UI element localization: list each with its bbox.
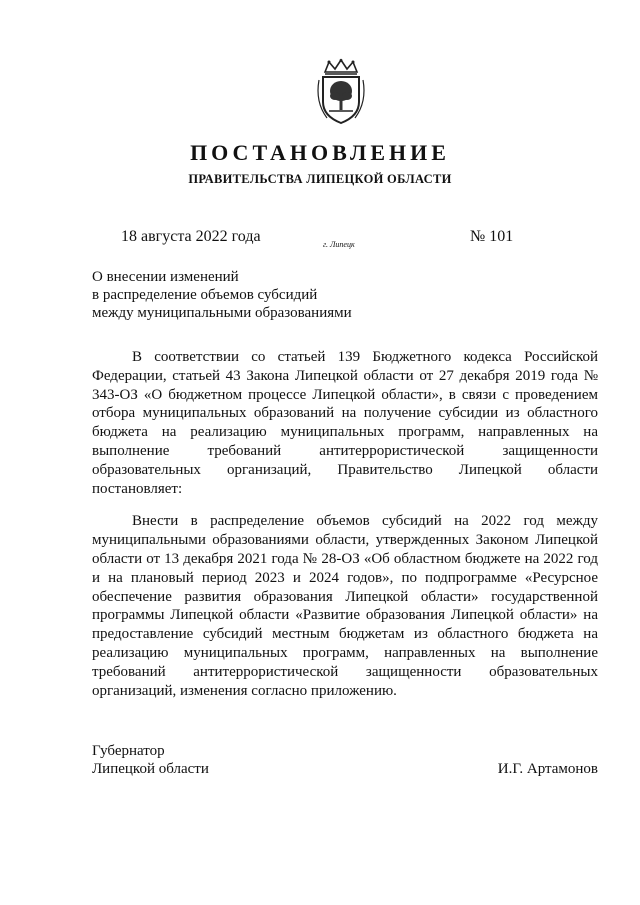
document-title: ПОСТАНОВЛЕНИЕ xyxy=(190,140,450,165)
signer-position: Липецкой области xyxy=(92,761,209,777)
body-paragraph: Внести в распределение объемов субсидий на 2022 год между муниципальными образованиями области, утвержденных Законом Липецкой области от 13 декабря 2021 года № 28-ОЗ «Об областном бюджете на 2022 год и на плановый период 2023 и 2024 годов», по подпрограмме «Ресурсное обеспечение развития образования Липецкой области» государственной программы Липецкой области «Развитие образования Липецкой области» на предоставление субсидий местным бюджетам из областного бюджета на реализацию муниципальных программ, направленных на выполнение требований антитеррористической защищенности образовательных организаций, изменения согласно приложению. xyxy=(92,513,598,699)
signer-position: Губернатор xyxy=(92,743,165,759)
document-body xyxy=(92,348,598,714)
body-paragraph: В соответствии со статьей 139 Бюджетного кодекса Российской Федерации, статьей 43 Закона Липецкой области от 27 декабря 2019 года № 343-ОЗ «О бюджетном процессе Липецкой области», в связи с проведением отбора муниципальных образований на получение субсидии из областного бюджета на реализацию муниципальных программ, направленных на выполнение требований антитеррористической защищенности образовательных организаций, Правительство Липецкой области постановляет: xyxy=(92,349,598,497)
subject-line: в распределение объемов субсидий xyxy=(92,287,318,303)
signature-block xyxy=(92,742,598,778)
document-place: г. Липецк xyxy=(323,240,355,249)
subject-line: между муниципальными образованиями xyxy=(92,305,352,321)
document-subject xyxy=(92,268,422,322)
document-date: 18 августа 2022 года xyxy=(121,228,261,245)
subject-line: О внесении изменений xyxy=(92,269,239,285)
document-number: № 101 xyxy=(470,228,514,245)
document-issuer: ПРАВИТЕЛЬСТВА ЛИПЕЦКОЙ ОБЛАСТИ xyxy=(188,172,452,186)
signer-name: И.Г. Артамонов xyxy=(497,761,598,777)
coat-of-arms-icon xyxy=(313,58,369,126)
